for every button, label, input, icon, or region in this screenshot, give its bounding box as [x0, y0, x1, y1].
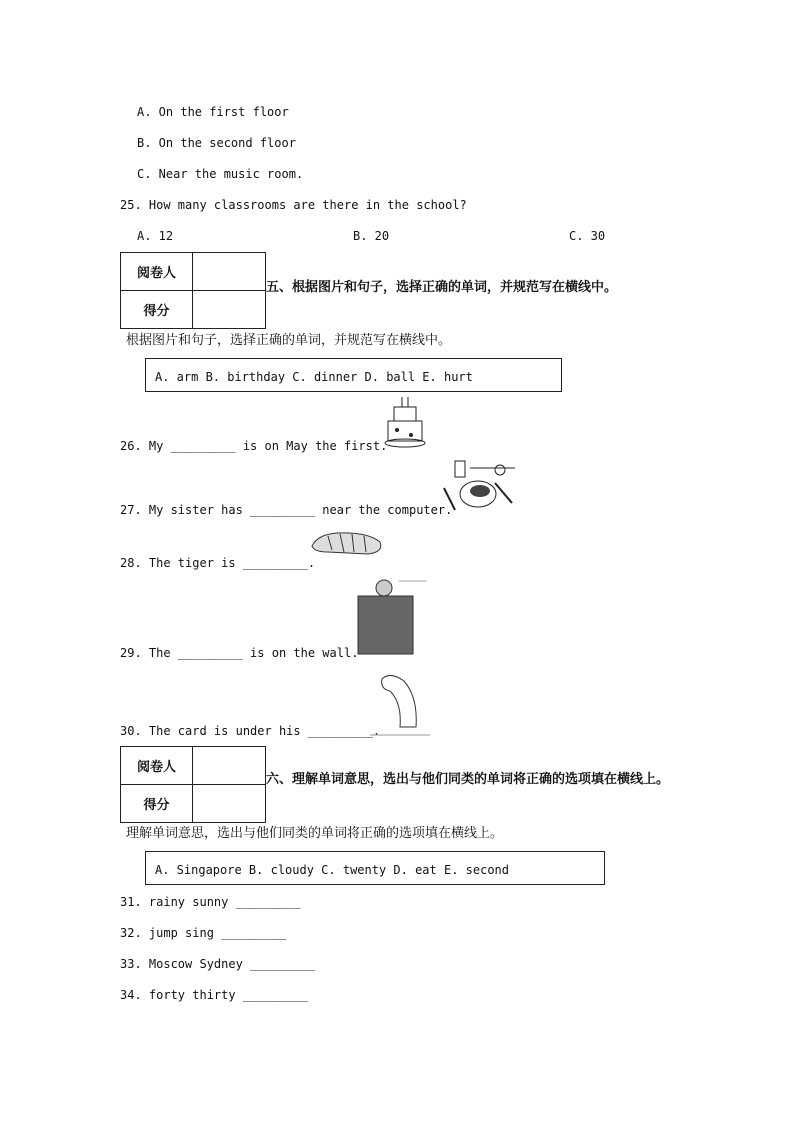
section5-word-bank — [145, 358, 562, 392]
word-bank-text: A. Singapore B. cloudy C. twenty D. eat E. second — [155, 863, 510, 877]
dinner-plate-image — [440, 458, 520, 516]
question-33: 33. Moscow Sydney _________ — [120, 957, 316, 971]
question-26: 26. My _________ is on May the first. — [120, 439, 388, 453]
sleeping-tiger-image — [308, 528, 386, 558]
reviewer-label: 阅卷人 — [121, 253, 193, 291]
q24-option-c: C. Near the music room. — [137, 167, 304, 181]
q24-option-a: A. On the first floor — [137, 105, 289, 119]
section6-word-bank — [145, 851, 605, 885]
score-cell — [193, 785, 266, 823]
birthday-cake-image — [382, 393, 442, 451]
question-28: 28. The tiger is _________. — [120, 556, 316, 570]
section5-instruction: 根据图片和句子，选择正确的单词，并规范写在横线中。 — [126, 333, 452, 348]
section5-heading: 五、根据图片和句子，选择正确的单词，并规范写在横线中。 — [266, 280, 618, 295]
reviewer-cell — [193, 253, 266, 291]
question-34: 34. forty thirty _________ — [120, 988, 308, 1002]
reviewer-cell — [193, 747, 266, 785]
grader-table-2 — [120, 746, 266, 823]
q25-question: 25. How many classrooms are there in the school? — [120, 198, 467, 212]
question-32: 32. jump sing _________ — [120, 926, 287, 940]
score-cell — [193, 291, 266, 329]
score-label: 得分 — [121, 291, 193, 329]
question-27: 27. My sister has _________ near the computer. — [120, 503, 453, 517]
word-bank-text: A. arm B. birthday C. dinner D. ball E. hurt — [155, 370, 473, 384]
q24-option-b: B. On the second floor — [137, 136, 296, 150]
question-31: 31. rainy sunny _________ — [120, 895, 301, 909]
q25-option-a: A. 12 — [137, 229, 174, 243]
reviewer-label: 阅卷人 — [121, 747, 193, 785]
ball-on-wall-image — [355, 578, 430, 658]
section6-instruction: 理解单词意思，选出与他们同类的单词将正确的选项填在横线上。 — [126, 826, 504, 841]
question-29: 29. The _________ is on the wall. — [120, 646, 359, 660]
section6-heading: 六、理解单词意思，选出与他们同类的单词将正确的选项填在横线上。 — [266, 772, 670, 787]
grader-table — [120, 252, 266, 329]
question-30: 30. The card is under his _________. — [120, 724, 381, 738]
q25-option-c: C. 30 — [569, 229, 606, 243]
q25-option-b: B. 20 — [353, 229, 390, 243]
arm-image — [370, 667, 432, 739]
score-label: 得分 — [121, 785, 193, 823]
